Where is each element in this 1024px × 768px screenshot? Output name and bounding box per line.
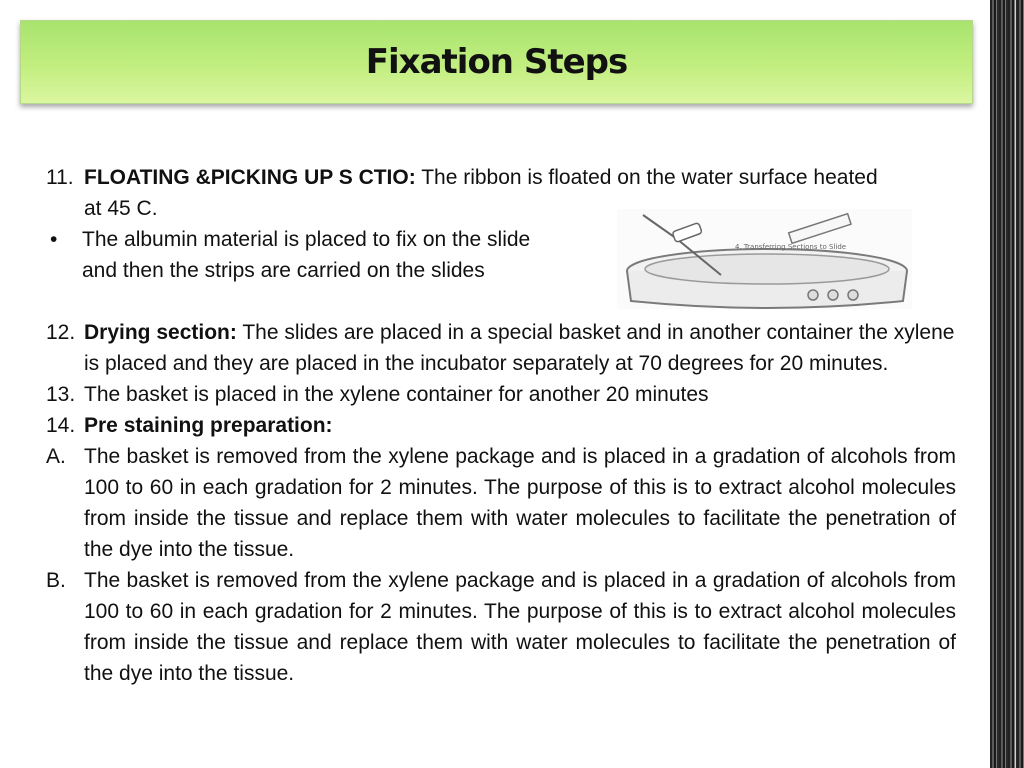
bullet-text: The albumin material is placed to fix on the slide (82, 228, 531, 251)
step-text: The ribbon is floated on the water surface heated (415, 166, 878, 189)
step-13 (46, 379, 956, 410)
step-number: 11. (46, 166, 74, 189)
step-a (46, 441, 956, 565)
step-number: 14. (46, 414, 76, 437)
step-11 (46, 162, 956, 224)
step-b (46, 565, 956, 689)
bullet-item (46, 224, 956, 255)
step-14 (46, 410, 956, 441)
step-text: The basket is placed in the xylene container for another 20 minutes (84, 383, 709, 406)
step-number: 13. (46, 383, 76, 406)
figure-caption: 4. Transferring Sections to Slide (735, 243, 847, 251)
step-12 (46, 317, 956, 379)
bullet-text-continued: and then the strips are carried on the slides (82, 259, 485, 282)
step-text: The slides are placed in a special basket and in another container the xylene is placed and they are placed in the incubator separately at 70 degrees for 20 minutes. (84, 321, 955, 375)
step-heading: FLOATING &PICKING UP S CTIO: (84, 166, 416, 189)
step-letter: A. (46, 445, 66, 468)
step-text: The basket is removed from the xylene package and is placed in a gradation of alcohols from 100 to 60 in each gradation for 2 minutes. The purpose of this is to extract alcohol molecules from inside the tissue and replace them with water molecules to facilitate the penetration of the dye into the tissue. (84, 569, 956, 685)
slide-body (46, 162, 956, 689)
step-text: The basket is removed from the xylene package and is placed in a gradation of alcohols from 100 to 60 in each gradation for 2 minutes. The purpose of this is to extract alcohol molecules from inside the tissue and replace them with water molecules to facilitate the penetration of the dye into the tissue. (84, 445, 956, 561)
slide-title: Fixation Steps (365, 42, 628, 82)
step-text-continued: at 45 C. (84, 197, 158, 220)
slide-right-border (990, 0, 1024, 768)
bullet-icon: • (50, 228, 58, 251)
title-banner (20, 20, 973, 104)
step-heading: Pre staining preparation: (84, 414, 333, 437)
step-letter: B. (46, 569, 66, 592)
step-number: 12. (46, 321, 76, 344)
step-heading: Drying section: (84, 321, 237, 344)
